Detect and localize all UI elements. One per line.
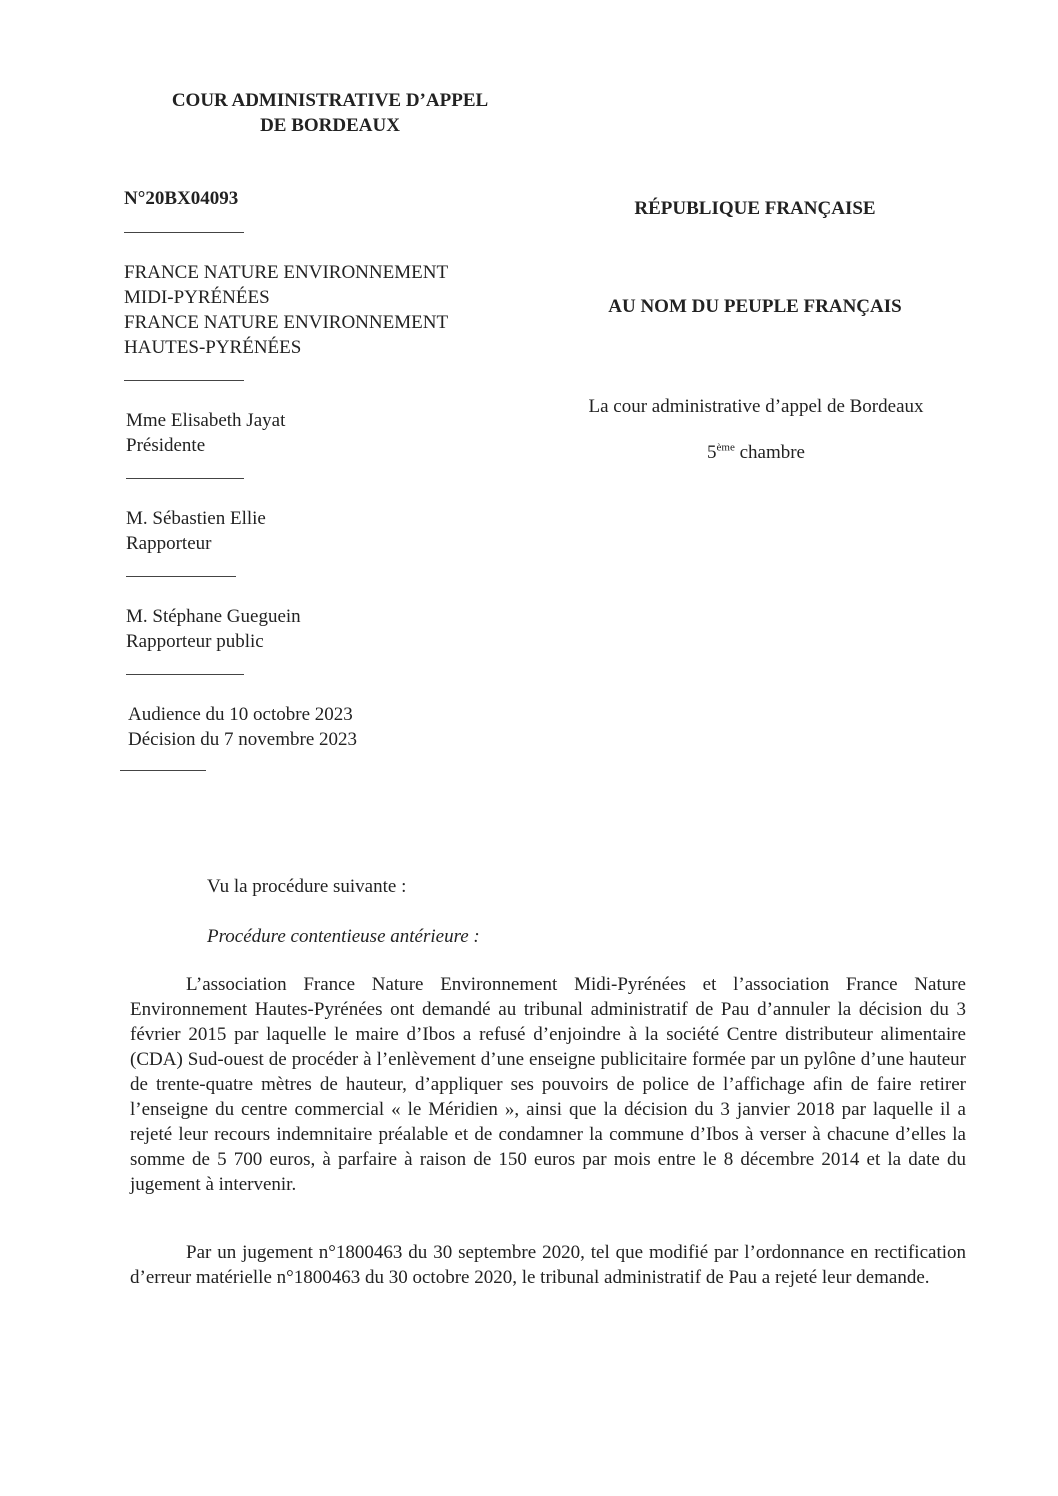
- court-name-line1: COUR ADMINISTRATIVE D’APPEL: [171, 90, 489, 111]
- rapporteur-block: [126, 506, 266, 556]
- procedure-heading: Vu la procédure suivante :: [207, 876, 407, 897]
- public-rapporteur-name: M. Stéphane Gueguein: [126, 606, 301, 627]
- president-name: Mme Elisabeth Jayat: [126, 410, 286, 431]
- paragraph-2-text: Par un jugement n°1800463 du 30 septembre 2020, tel que modifié par l’ordonnance en rectification d’erreur matérielle n°1800463 du 30 octobre 2020, le tribunal administratif de Pau a rejeté leur demande.: [130, 1242, 966, 1288]
- republic-heading: RÉPUBLIQUE FRANÇAISE: [634, 198, 876, 219]
- case-number: N°20BX04093: [124, 188, 239, 209]
- decision-date: Décision du 7 novembre 2023: [128, 729, 358, 750]
- divider: [126, 674, 244, 675]
- rapporteur-name: M. Sébastien Ellie: [126, 508, 266, 529]
- public-rapporteur-role: Rapporteur public: [126, 631, 264, 652]
- party-line: FRANCE NATURE ENVIRONNEMENT: [124, 262, 449, 283]
- court-statement: La cour administrative d’appel de Bordeaux: [588, 396, 924, 417]
- in-name-heading: AU NOM DU PEUPLE FRANÇAIS: [608, 296, 902, 317]
- party-line: HAUTES-PYRÉNÉES: [124, 337, 302, 358]
- hearing-date: Audience du 10 octobre 2023: [128, 704, 353, 725]
- parties-block: [124, 260, 448, 360]
- paragraph-1-text: L’association France Nature Environnement Midi-Pyrénées et l’association France Nature Environnement Hautes-Pyrénées ont demandé au tribunal administratif de Pau d’annuler la décision du 3 février 2015 par laquelle le maire d’Ibos a refusé d’enjoindre à la société Centre distributeur alimentaire (CDA) Sud-ouest de procéder à l’enlèvement d’une enseigne publicitaire formée par un pylône d’une hauteur de trente-quatre mètres de hauteur, d’appliquer ses pouvoirs de police de l’affichage afin de faire retirer l’enseigne du centre commercial « le Méridien », ainsi que la décision du 3 janvier 2018 par laquelle il a rejeté leur recours indemnitaire préalable et de condamner la commune d’Ibos à verser à chacune d’elles la somme de 5 700 euros, à parfaire à raison de 150 euros par mois entre le 8 décembre 2014 et la date du jugement à intervenir.: [130, 974, 966, 1195]
- divider: [124, 380, 244, 381]
- chamber-number: 5: [707, 442, 717, 463]
- chamber: [560, 440, 952, 465]
- chamber-label: chambre: [734, 442, 805, 463]
- prior-procedure-heading: Procédure contentieuse antérieure :: [207, 926, 480, 947]
- paragraph-2: [130, 1240, 966, 1290]
- president-block: [126, 408, 285, 458]
- divider: [124, 232, 244, 233]
- court-name-line2: DE BORDEAUX: [260, 115, 400, 136]
- divider: [126, 576, 236, 577]
- divider: [120, 770, 206, 771]
- party-line: FRANCE NATURE ENVIRONNEMENT: [124, 312, 449, 333]
- dates-block: [128, 702, 357, 752]
- court-name: [110, 88, 550, 138]
- chamber-suffix: ème: [716, 441, 735, 454]
- divider: [126, 478, 244, 479]
- president-role: Présidente: [126, 435, 206, 456]
- paragraph-1: [130, 972, 966, 1197]
- public-rapporteur-block: [126, 604, 301, 654]
- party-line: MIDI-PYRÉNÉES: [124, 287, 270, 308]
- rapporteur-role: Rapporteur: [126, 533, 212, 554]
